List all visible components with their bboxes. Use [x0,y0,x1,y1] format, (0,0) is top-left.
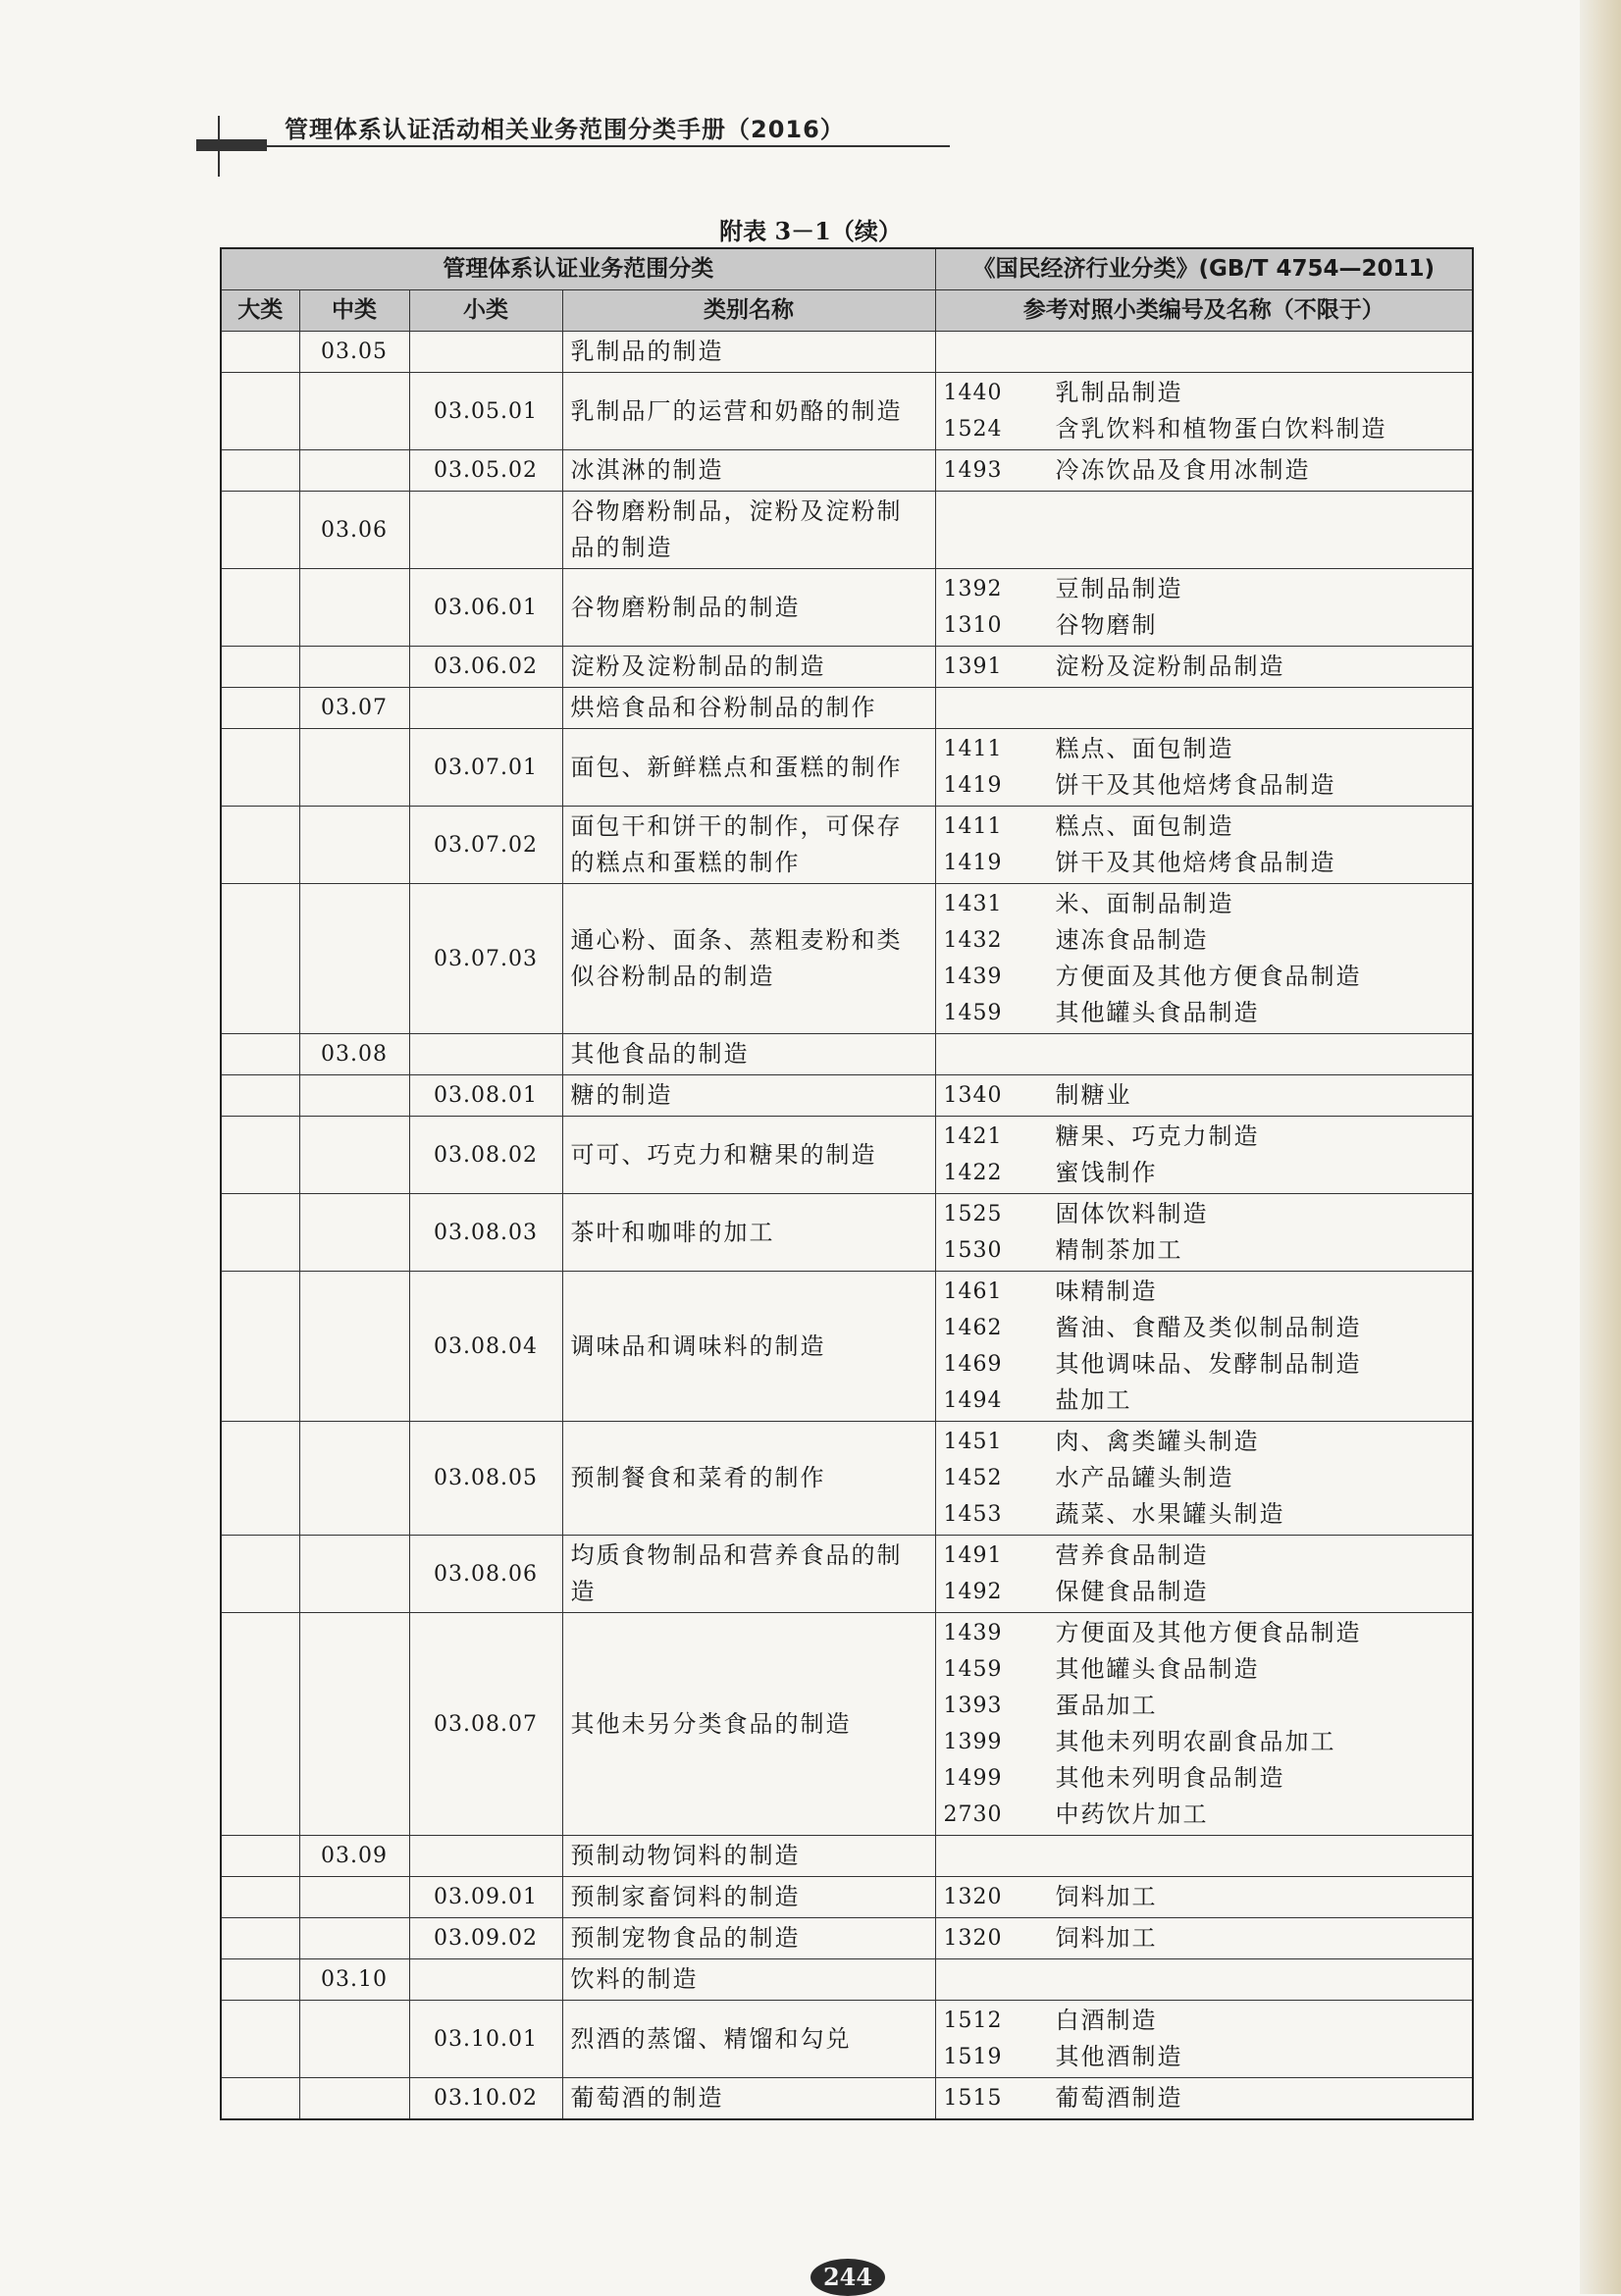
cell-minor: 03.05.02 [409,450,562,492]
reference-item [944,1574,1465,1610]
reference-label: 淀粉及淀粉制品制造 [1055,652,1285,680]
table-row [221,332,1473,373]
cell-major [221,647,299,688]
cell-medium: 03.05 [299,332,409,373]
cell-category-name: 其他食品的制造 [562,1034,935,1075]
cell-category-name: 冰淇淋的制造 [562,450,935,492]
cell-category-name: 葡萄酒的制造 [562,2078,935,2120]
cell-category-name: 乳制品的制造 [562,332,935,373]
cell-reference [935,1959,1473,2001]
cell-minor: 03.06.02 [409,647,562,688]
cell-major [221,1117,299,1194]
cell-reference [935,884,1473,1034]
reference-code: 1422 [943,1161,1003,1185]
cell-minor: 03.05.01 [409,373,562,450]
cell-medium [299,1422,409,1536]
cell-reference [935,373,1473,450]
cell-reference [935,1422,1473,1536]
cell-minor: 03.08.03 [409,1194,562,1272]
reference-item [944,767,1465,804]
reference-label: 葡萄酒制造 [1055,2084,1183,2112]
reference-code: 1493 [943,458,1003,483]
reference-code: 1530 [943,1238,1003,1263]
page-number: 244 [810,2259,885,2296]
reference-label: 保健食品制造 [1055,1578,1209,1605]
reference-item [944,2003,1465,2039]
cell-medium: 03.10 [299,1959,409,2001]
cell-major [221,1959,299,2001]
table-row [221,1075,1473,1117]
reference-item [944,1119,1465,1155]
table-row [221,688,1473,729]
reference-code: 1419 [943,773,1003,798]
reference-code: 1431 [943,892,1003,916]
reference-label: 盐加工 [1055,1386,1132,1414]
reference-label: 饲料加工 [1055,1883,1158,1910]
cell-medium [299,2078,409,2120]
cell-minor: 03.07.02 [409,807,562,884]
reference-item [944,607,1465,644]
cell-reference [935,1194,1473,1272]
cell-minor: 03.08.02 [409,1117,562,1194]
table-row [221,1536,1473,1613]
cell-minor: 03.07.03 [409,884,562,1034]
reference-item [944,1724,1465,1760]
cell-minor: 03.10.02 [409,2078,562,2120]
header-col-major: 大类 [221,290,299,332]
reference-label: 乳制品制造 [1055,379,1183,406]
cell-medium [299,2001,409,2078]
reference-item [944,452,1465,489]
reference-item [944,1196,1465,1232]
reference-label: 白酒制造 [1055,2007,1158,2034]
page-edge [1580,0,1621,2294]
reference-code: 1469 [943,1352,1003,1377]
cell-reference [935,1272,1473,1422]
cell-minor: 03.08.07 [409,1613,562,1836]
reference-item [944,1460,1465,1496]
reference-label: 方便面及其他方便食品制造 [1055,963,1362,990]
reference-code: 1494 [943,1388,1003,1413]
cell-category-name: 调味品和调味料的制造 [562,1272,935,1422]
reference-label: 豆制品制造 [1055,575,1183,602]
cell-reference [935,688,1473,729]
cell-minor: 03.08.01 [409,1075,562,1117]
table-row [221,884,1473,1034]
reference-item [944,1688,1465,1724]
reference-item [944,1310,1465,1346]
cell-major [221,1877,299,1918]
reference-code: 1440 [943,381,1003,405]
table-row [221,2001,1473,2078]
table-body [221,332,1473,2120]
reference-code: 1453 [943,1502,1003,1527]
cell-major [221,2001,299,2078]
cell-major [221,1422,299,1536]
reference-item [944,1077,1465,1114]
reference-item [944,1538,1465,1574]
cell-major [221,373,299,450]
reference-label: 其他未列明农副食品加工 [1055,1728,1336,1755]
cell-category-name: 烘焙食品和谷粉制品的制作 [562,688,935,729]
reference-label: 蜜饯制作 [1055,1159,1158,1186]
reference-label: 饼干及其他焙烤食品制造 [1055,849,1336,876]
reference-code: 1340 [943,1083,1003,1108]
reference-item [944,649,1465,685]
reference-label: 含乳饮料和植物蛋白饮料制造 [1055,415,1387,443]
reference-item [944,809,1465,845]
reference-item [944,2039,1465,2075]
cell-medium [299,1536,409,1613]
reference-code: 1432 [943,928,1003,953]
cell-medium [299,450,409,492]
reference-item [944,1346,1465,1383]
table-row [221,1613,1473,1836]
cell-medium [299,1272,409,1422]
cell-medium [299,1918,409,1959]
cell-category-name: 淀粉及淀粉制品的制造 [562,647,935,688]
cell-category-name: 烈酒的蒸馏、精馏和勾兑 [562,2001,935,2078]
reference-item [944,959,1465,995]
reference-code: 1452 [943,1466,1003,1490]
cell-minor [409,1959,562,2001]
cell-major [221,1272,299,1422]
cell-medium [299,1194,409,1272]
cell-category-name: 通心粉、面条、蒸粗麦粉和类似谷粉制品的制造 [562,884,935,1034]
cell-major [221,1194,299,1272]
reference-label: 糕点、面包制造 [1055,812,1234,840]
reference-code: 1491 [943,1543,1003,1568]
cell-reference [935,569,1473,647]
cell-category-name: 谷物磨粉制品，淀粉及淀粉制品的制造 [562,492,935,569]
cell-category-name: 茶叶和咖啡的加工 [562,1194,935,1272]
cell-minor [409,1836,562,1877]
cell-reference [935,1034,1473,1075]
header-rule [196,145,950,147]
reference-code: 1320 [943,1926,1003,1951]
cell-minor: 03.08.04 [409,1272,562,1422]
cell-medium [299,729,409,807]
reference-code: 1421 [943,1124,1003,1149]
reference-label: 其他未列明食品制造 [1055,1764,1285,1792]
reference-code: 2730 [943,1802,1003,1827]
table-row [221,1836,1473,1877]
header-group-left: 管理体系认证业务范围分类 [221,248,935,290]
reference-item [944,1920,1465,1957]
cell-reference [935,2001,1473,2078]
reference-label: 精制茶加工 [1055,1236,1183,1264]
cell-reference [935,1613,1473,1836]
header-col-medium: 中类 [299,290,409,332]
reference-label: 糕点、面包制造 [1055,735,1234,762]
cell-major [221,450,299,492]
reference-code: 1524 [943,417,1003,442]
cell-category-name: 预制家畜饲料的制造 [562,1877,935,1918]
reference-code: 1439 [943,1621,1003,1645]
reference-code: 1399 [943,1730,1003,1754]
cell-minor: 03.08.06 [409,1536,562,1613]
cell-minor [409,1034,562,1075]
reference-item [944,886,1465,922]
cell-major [221,2078,299,2120]
reference-label: 味精制造 [1055,1278,1158,1305]
reference-label: 蛋品加工 [1055,1692,1158,1719]
cell-category-name: 面包、新鲜糕点和蛋糕的制作 [562,729,935,807]
table-title: 附表 3－1（续） [719,217,902,245]
reference-code: 1461 [943,1279,1003,1304]
reference-item [944,1496,1465,1533]
table-row [221,2078,1473,2120]
reference-code: 1411 [943,814,1003,839]
cell-reference [935,450,1473,492]
reference-label: 酱油、食醋及类似制品制造 [1055,1314,1362,1341]
cell-medium: 03.09 [299,1836,409,1877]
header-col-name: 类别名称 [562,290,935,332]
cell-minor: 03.07.01 [409,729,562,807]
cell-medium [299,647,409,688]
reference-item [944,2080,1465,2116]
cell-minor [409,332,562,373]
running-header: 管理体系认证活动相关业务范围分类手册（2016） [285,116,845,143]
reference-item [944,731,1465,767]
reference-label: 制糖业 [1055,1081,1132,1109]
cell-minor: 03.09.01 [409,1877,562,1918]
cell-category-name: 谷物磨粉制品的制造 [562,569,935,647]
reference-label: 其他酒制造 [1055,2043,1183,2070]
table-row [221,1918,1473,1959]
reference-label: 其他罐头食品制造 [1055,999,1260,1026]
reference-item [944,845,1465,881]
cell-minor: 03.08.05 [409,1422,562,1536]
reference-item [944,1879,1465,1915]
cell-category-name: 预制动物饲料的制造 [562,1836,935,1877]
reference-code: 1515 [943,2086,1003,2111]
reference-label: 蔬菜、水果罐头制造 [1055,1500,1285,1528]
reference-label: 中药饮片加工 [1055,1800,1209,1828]
cell-medium [299,1117,409,1194]
cell-category-name: 面包干和饼干的制作，可保存的糕点和蛋糕的制作 [562,807,935,884]
cell-reference [935,492,1473,569]
table-row [221,1194,1473,1272]
cell-medium [299,1613,409,1836]
reference-code: 1459 [943,1001,1003,1025]
table-row [221,729,1473,807]
reference-label: 方便面及其他方便食品制造 [1055,1619,1362,1646]
cell-major [221,569,299,647]
reference-item [944,411,1465,447]
cell-reference [935,1536,1473,1613]
reference-code: 1462 [943,1316,1003,1340]
cell-major [221,1918,299,1959]
cell-medium [299,1877,409,1918]
cell-category-name: 预制餐食和菜肴的制作 [562,1422,935,1536]
reference-label: 谷物磨制 [1055,611,1158,639]
cell-major [221,1836,299,1877]
reference-label: 饼干及其他焙烤食品制造 [1055,771,1336,799]
reference-code: 1492 [943,1580,1003,1604]
cell-category-name: 糖的制造 [562,1075,935,1117]
cell-medium [299,1075,409,1117]
reference-code: 1419 [943,851,1003,875]
reference-code: 1459 [943,1657,1003,1682]
cell-medium [299,807,409,884]
reference-label: 其他罐头食品制造 [1055,1655,1260,1683]
reference-label: 米、面制品制造 [1055,890,1234,917]
reference-item [944,1155,1465,1191]
table-row [221,1272,1473,1422]
cell-major [221,729,299,807]
reference-item [944,1274,1465,1310]
cell-reference [935,1836,1473,1877]
table-row [221,1959,1473,2001]
cell-reference [935,1877,1473,1918]
cell-category-name: 乳制品厂的运营和奶酪的制造 [562,373,935,450]
cell-reference [935,647,1473,688]
cell-reference [935,1117,1473,1194]
cell-category-name: 饮料的制造 [562,1959,935,2001]
cell-medium [299,373,409,450]
reference-label: 速冻食品制造 [1055,926,1209,954]
cell-medium [299,884,409,1034]
cell-reference [935,807,1473,884]
table-row [221,569,1473,647]
cell-reference [935,729,1473,807]
cell-major [221,492,299,569]
table-row [221,1422,1473,1536]
cell-reference [935,332,1473,373]
cell-medium: 03.08 [299,1034,409,1075]
cell-major [221,688,299,729]
cell-medium [299,569,409,647]
reference-label: 肉、禽类罐头制造 [1055,1428,1260,1455]
reference-code: 1499 [943,1766,1003,1791]
cell-minor: 03.10.01 [409,2001,562,2078]
reference-code: 1320 [943,1885,1003,1909]
cell-major [221,807,299,884]
cell-minor [409,688,562,729]
reference-code: 1393 [943,1694,1003,1718]
header-col-minor: 小类 [409,290,562,332]
cell-minor: 03.06.01 [409,569,562,647]
cell-minor [409,492,562,569]
reference-code: 1310 [943,613,1003,638]
table-row [221,450,1473,492]
cell-category-name: 均质食物制品和营养食品的制造 [562,1536,935,1613]
reference-label: 营养食品制造 [1055,1541,1209,1569]
reference-item [944,571,1465,607]
reference-code: 1451 [943,1430,1003,1454]
reference-item [944,1232,1465,1269]
cell-major [221,884,299,1034]
reference-item [944,1424,1465,1460]
reference-label: 冷冻饮品及食用冰制造 [1055,456,1311,484]
table-row [221,1877,1473,1918]
table-row [221,647,1473,688]
reference-item [944,1383,1465,1419]
reference-code: 1512 [943,2009,1003,2033]
header-vline-decoration [218,116,220,177]
reference-code: 1439 [943,965,1003,989]
reference-code: 1411 [943,737,1003,761]
reference-label: 固体饮料制造 [1055,1200,1209,1227]
cell-category-name: 其他未另分类食品的制造 [562,1613,935,1836]
reference-item [944,375,1465,411]
cell-category-name: 预制宠物食品的制造 [562,1918,935,1959]
cell-medium: 03.07 [299,688,409,729]
reference-item [944,1760,1465,1797]
classification-table [220,247,1474,2120]
table-row [221,1117,1473,1194]
cell-major [221,1536,299,1613]
header-group-right: 《国民经济行业分类》(GB/T 4754—2011) [935,248,1473,290]
cell-major [221,332,299,373]
cell-medium: 03.06 [299,492,409,569]
cell-major [221,1075,299,1117]
reference-label: 其他调味品、发酵制品制造 [1055,1350,1362,1378]
reference-label: 水产品罐头制造 [1055,1464,1234,1491]
table-row [221,807,1473,884]
cell-reference [935,2078,1473,2120]
reference-code: 1392 [943,577,1003,601]
header-col-ref: 参考对照小类编号及名称（不限于） [935,290,1473,332]
cell-minor: 03.09.02 [409,1918,562,1959]
table-row [221,373,1473,450]
reference-label: 饲料加工 [1055,1924,1158,1952]
cell-major [221,1034,299,1075]
table-row [221,1034,1473,1075]
cell-reference [935,1918,1473,1959]
reference-code: 1391 [943,654,1003,679]
cell-major [221,1613,299,1836]
reference-item [944,1651,1465,1688]
reference-item [944,922,1465,959]
reference-label: 糖果、巧克力制造 [1055,1122,1260,1150]
cell-reference [935,1075,1473,1117]
reference-code: 1519 [943,2045,1003,2069]
reference-item [944,1797,1465,1833]
table-row [221,492,1473,569]
cell-category-name: 可可、巧克力和糖果的制造 [562,1117,935,1194]
reference-item [944,995,1465,1031]
reference-code: 1525 [943,1202,1003,1226]
reference-item [944,1615,1465,1651]
